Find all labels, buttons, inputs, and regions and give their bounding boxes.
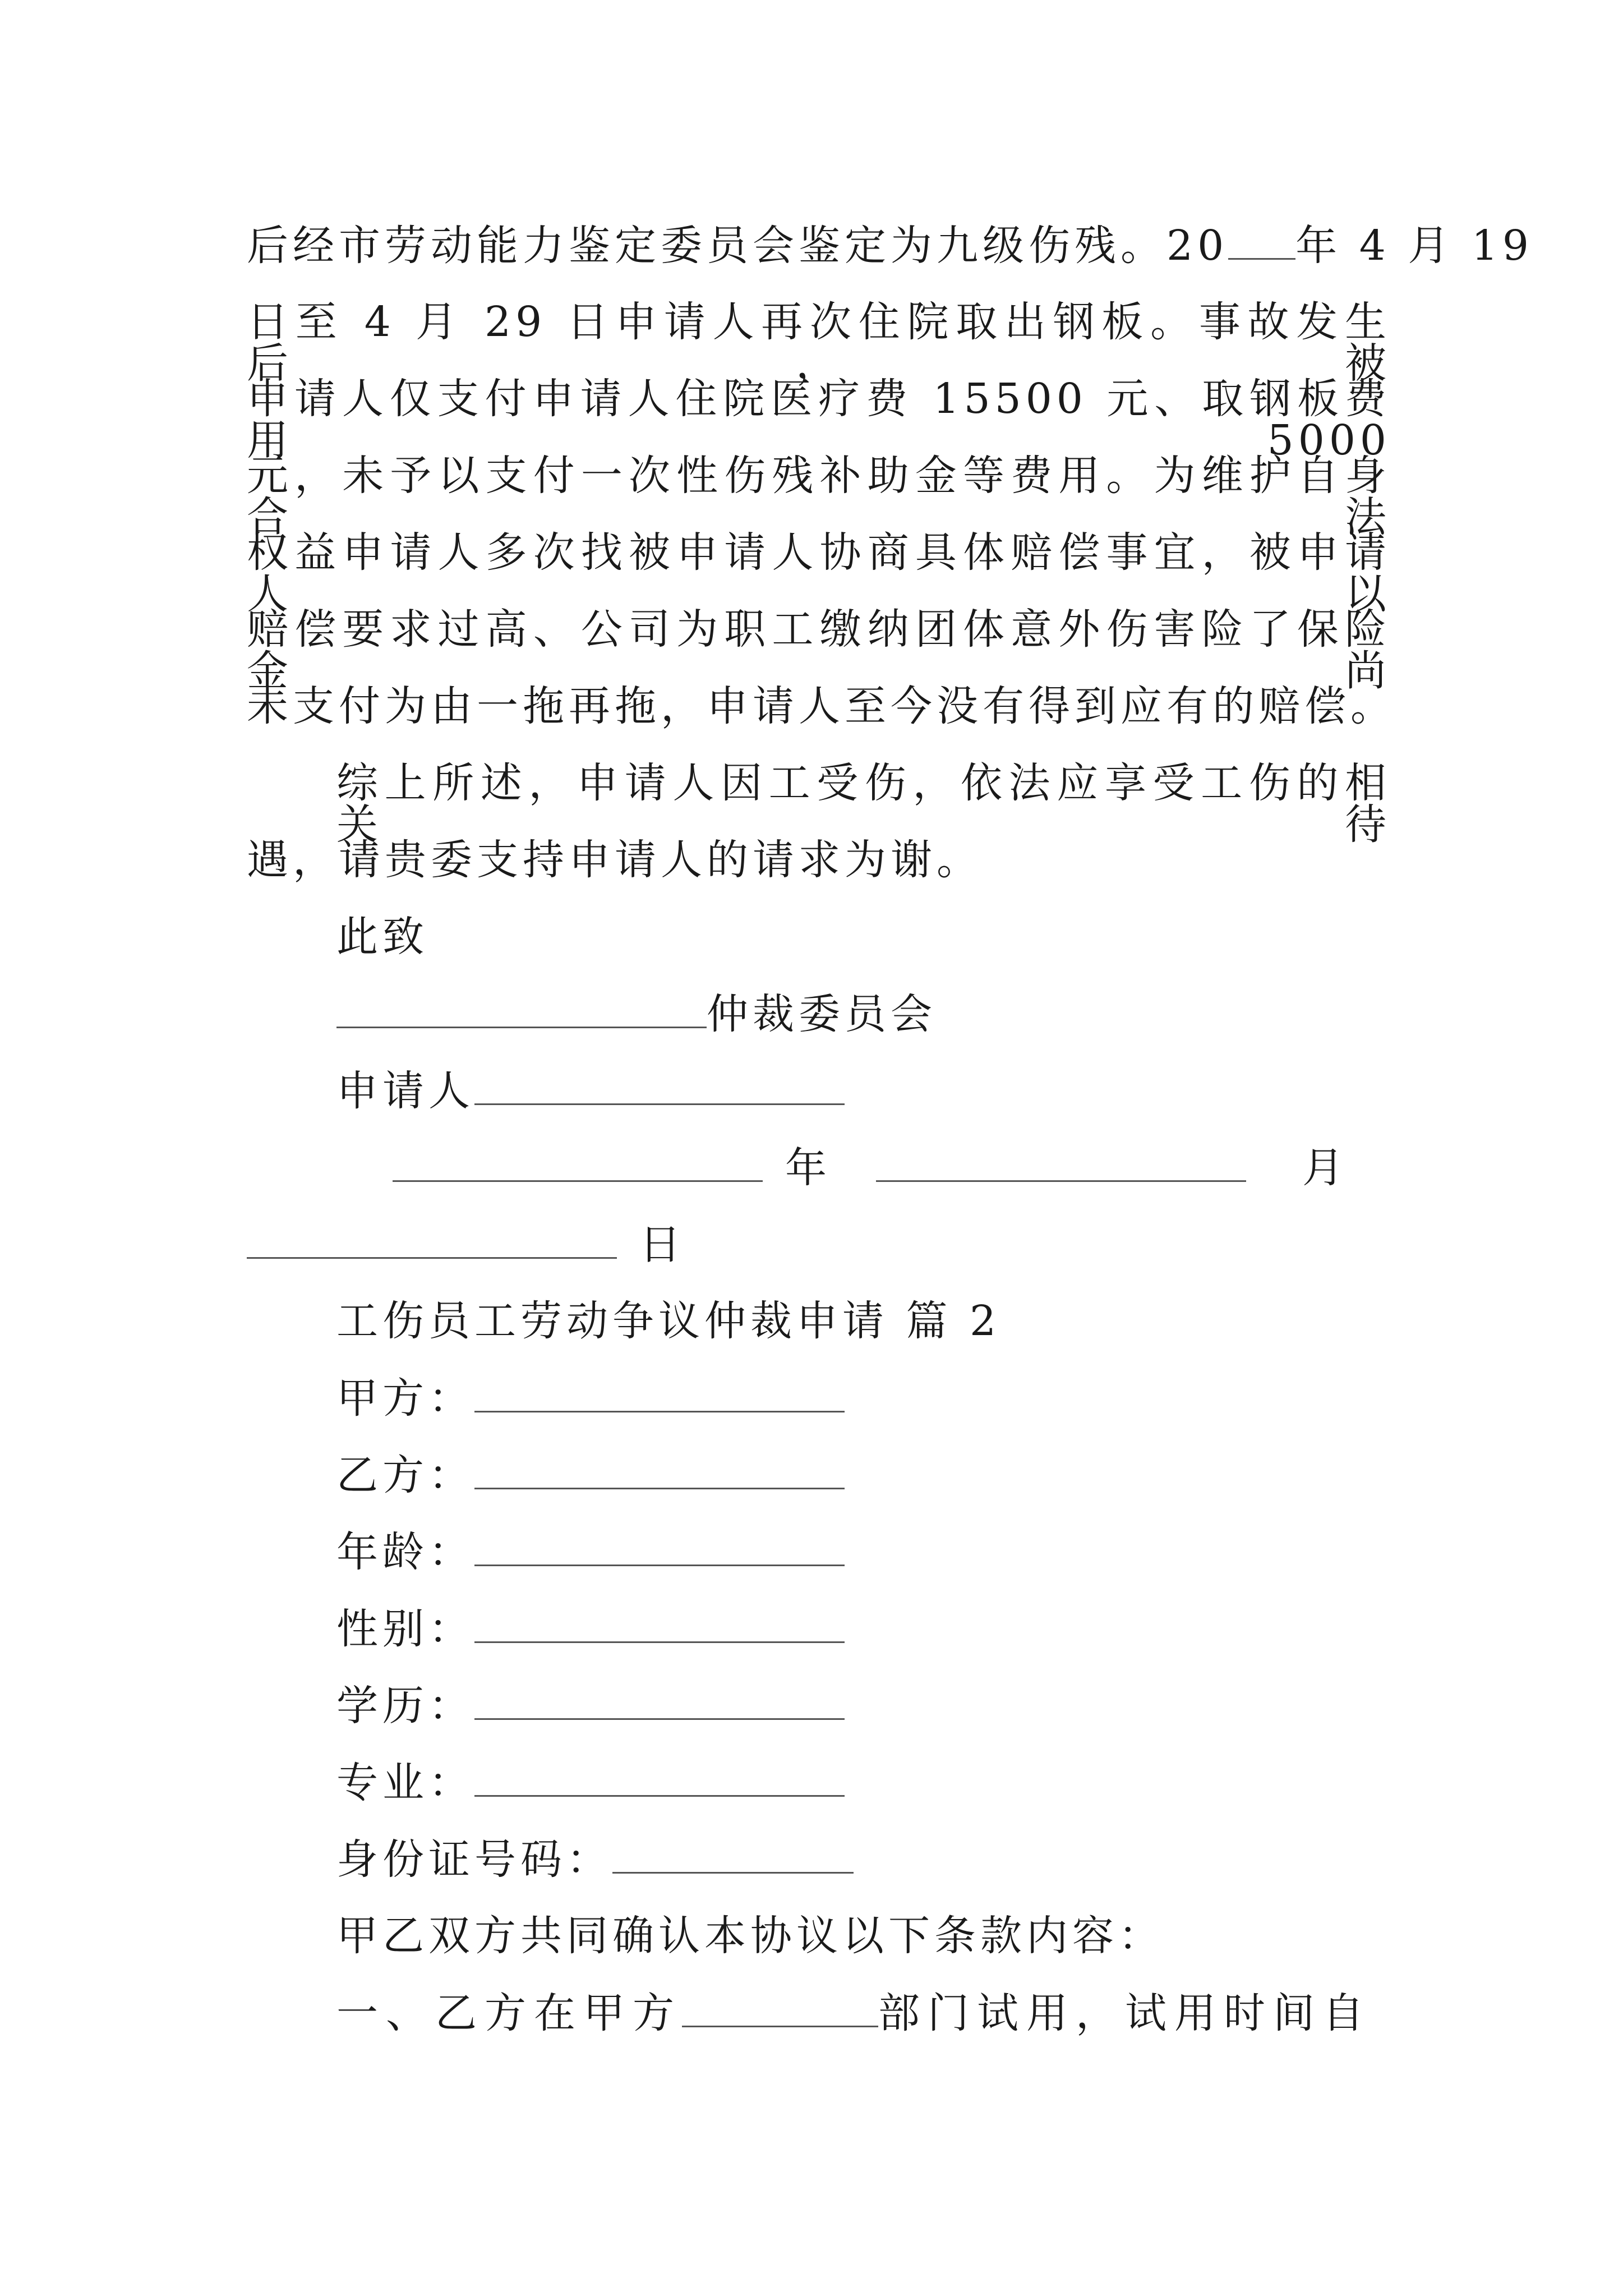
confirm-line: 甲乙双方共同确认本协议以下条款内容： [336,1912,1164,1960]
party-b-line [336,1451,1391,1499]
id-number-blank [612,1838,854,1874]
day-label: 日 [639,1221,685,1269]
body-line-2: 日至 4 月 29 日申请人再次住院取出钢板。事故发生后，被 [247,298,1391,388]
committee-label: 仲裁委员会 [707,990,937,1038]
date-line [393,1144,1391,1192]
body-text: 年 4 月 19 [1295,222,1533,270]
gender-label: 性别： [336,1605,474,1653]
clause-1-text-cont: 部门试用，试用时间自 [878,1989,1372,2037]
party-a-blank [474,1377,845,1412]
party-a-line [336,1374,1391,1423]
year-blank [393,1147,763,1182]
id-number-line [336,1835,1391,1884]
id-number-label: 身份证号码： [336,1835,612,1884]
applicant-label: 申请人 [336,1067,474,1115]
body-line-3: 申请人仅支付申请人住院医疗费 15500 元、取钢板费用 5000 [247,375,1391,464]
day-line [247,1221,1391,1269]
committee-blank [336,993,707,1028]
body-line-5: 权益申请人多次找被申请人协商具体赔偿事宜，被申请人以 [247,528,1391,618]
party-b-blank [474,1454,845,1489]
day-blank [247,1223,617,1259]
committee-line [336,990,1391,1038]
blank-underline [1228,224,1295,260]
party-b-label: 乙方： [336,1451,474,1499]
salutation: 此致 [336,913,428,961]
age-label: 年龄： [336,1528,474,1576]
body-line-1 [247,222,1533,270]
education-label: 学历： [336,1682,474,1730]
body-line-4: 元，未予以支付一次性伤残补助金等费用。为维护自身合法 [247,452,1391,541]
body-line-9: 遇，请贵委支持申请人的请求为谢。 [247,836,983,884]
gender-line [336,1605,1391,1653]
month-blank [876,1147,1246,1182]
major-blank [474,1761,845,1797]
clause-1-text: 一、乙方在甲方 [336,1989,682,2037]
year-label: 年 [785,1144,831,1192]
body-line-7: 未支付为由一拖再拖，申请人至今没有得到应有的赔偿。 [247,682,1396,730]
education-blank [474,1685,845,1720]
education-line [336,1682,1391,1730]
body-line-8: 综上所述，申请人因工受伤，依法应享受工伤的相关待 [336,759,1391,849]
month-label: 月 [1302,1144,1348,1192]
major-label: 专业： [336,1759,474,1807]
major-line [336,1759,1391,1807]
body-text: 后经市劳动能力鉴定委员会鉴定为九级伤残。20 [247,222,1229,270]
applicant-line [336,1067,1391,1115]
applicant-blank [474,1070,845,1105]
age-line [336,1528,1391,1576]
body-line-6: 赔偿要求过高、公司为职工缴纳团体意外伤害险了保险金尚 [247,605,1391,695]
clause-1-line [336,1989,1391,2037]
section-title: 工伤员工劳动争议仲裁申请 篇 2 [336,1297,1001,1345]
party-a-label: 甲方： [336,1374,474,1423]
age-blank [474,1531,845,1566]
gender-blank [474,1608,845,1643]
department-blank [682,1992,878,2027]
